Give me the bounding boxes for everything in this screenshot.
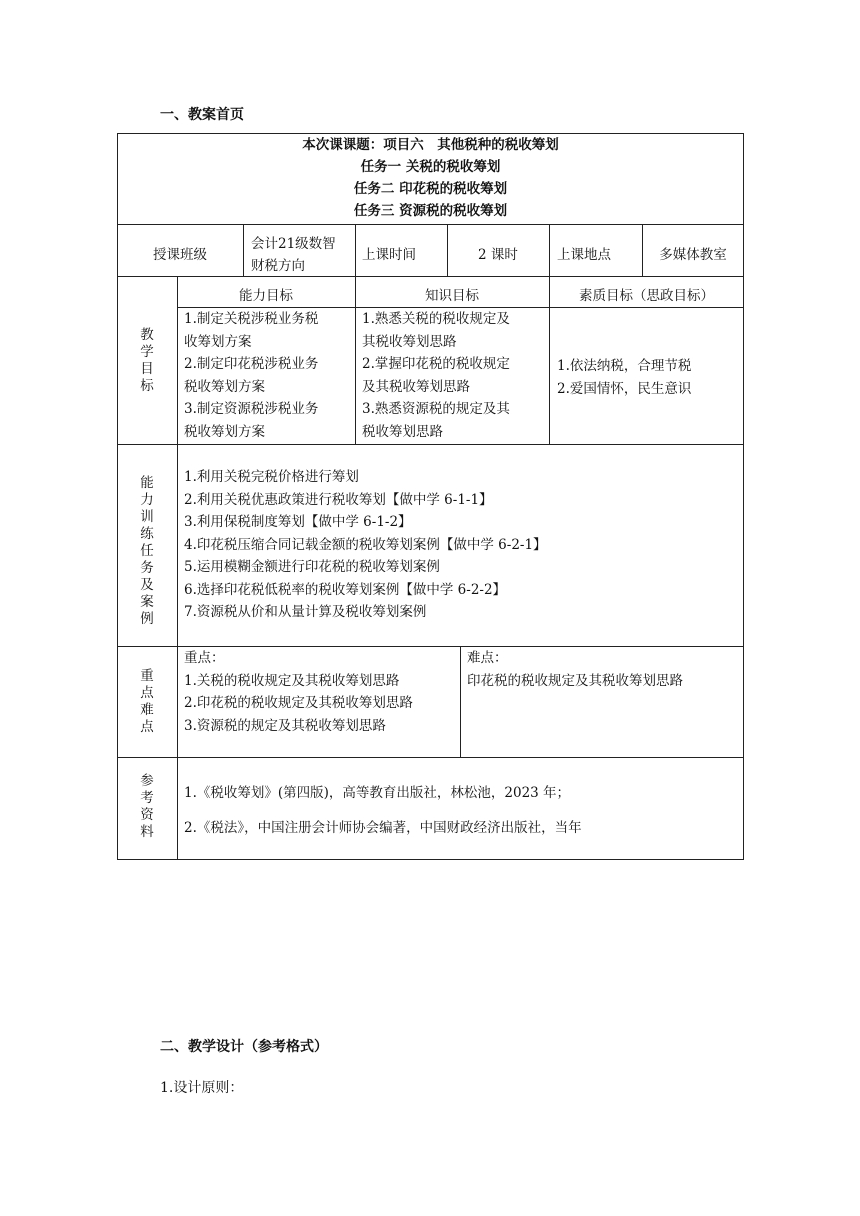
training-item: 3.利用保税制度筹划【做中学 6-1-2】	[184, 514, 412, 530]
training-item: 7.资源税从价和从量计算及税收筹划案例	[184, 604, 427, 620]
class-value-line2: 财税方向	[251, 258, 305, 274]
training-item: 5.运用模糊金额进行印花税的税收筹划案例	[184, 559, 440, 575]
knowledge-header: 知识目标	[425, 288, 479, 304]
ability-line: 3.制定资源税涉税业务	[184, 401, 319, 417]
ability-goals	[184, 308, 318, 443]
goals-side-label: 教学目标	[140, 327, 154, 394]
training-item: 6.选择印花税低税率的税收筹划案例【做中学 6-2-2】	[184, 581, 507, 598]
key-item: 2.印花税的税收规定及其税收筹划思路	[184, 695, 413, 711]
time-value: 2 课时	[478, 247, 518, 263]
quality-line: 1.依法纳税，合理节税	[557, 358, 692, 374]
knowledge-line: 2.掌握印花税的税收规定	[362, 356, 510, 372]
knowledge-line: 及其税收筹划思路	[362, 378, 470, 395]
keypoints-side-label: 重点难点	[140, 668, 154, 735]
training-item: 1.利用关税完税价格进行筹划	[184, 469, 359, 485]
knowledge-goals	[362, 308, 510, 443]
difficult-text: 印花税的税收规定及其税收筹划思路	[467, 672, 683, 689]
key-points	[184, 647, 413, 737]
task-one: 任务一 关税的税收筹划	[360, 159, 501, 175]
training-side-label: 能力训练任务及案例	[140, 475, 154, 627]
class-value-line1: 会计21级数智	[251, 236, 336, 252]
quality-goals	[557, 355, 691, 400]
ability-line: 1.制定关税涉税业务税	[184, 311, 319, 327]
task-two: 任务二 印花税的税收筹划	[353, 181, 508, 197]
time-label: 上课时间	[362, 247, 416, 263]
quality-header: 素质目标（思政目标）	[579, 288, 714, 304]
class-label: 授课班级	[153, 247, 207, 263]
ability-line: 税收筹划方案	[184, 378, 265, 395]
difficult-points	[467, 647, 683, 692]
training-item: 4.印花税压缩合同记载金额的税收筹划案例【做中学 6-2-1】	[184, 536, 547, 553]
training-item: 2.利用关税优惠政策进行税收筹划【做中学 6-1-1】	[184, 491, 493, 508]
ability-line: 税收筹划方案	[184, 423, 265, 440]
knowledge-line: 税收筹划思路	[362, 423, 443, 440]
section-heading: 二、教学设计（参考格式）	[160, 1039, 328, 1055]
section-heading: 一、教案首页	[160, 107, 244, 123]
lesson-topic: 本次课课题：项目六 其他税种的税收筹划	[302, 137, 559, 153]
quality-line: 2.爱国情怀，民生意识	[557, 380, 692, 397]
knowledge-line: 1.熟悉关税的税收规定及	[362, 311, 510, 327]
knowledge-line: 其税收筹划思路	[362, 333, 457, 350]
ability-header: 能力目标	[239, 288, 293, 304]
reference-item: 2.《税法》，中国注册会计师协会编著，中国财政经济出版社，当年	[184, 820, 582, 836]
training-list	[184, 466, 547, 624]
place-value: 多媒体教室	[659, 247, 727, 263]
references-side-label: 参考资料	[140, 773, 154, 840]
ability-line: 2.制定印花税涉税业务	[184, 356, 319, 372]
key-title: 重点：	[184, 650, 225, 666]
key-item: 1.关税的税收规定及其税收筹划思路	[184, 672, 400, 689]
task-three: 任务三 资源税的税收筹划	[353, 203, 508, 219]
difficult-title: 难点：	[467, 650, 508, 666]
design-principle: 1.设计原则：	[160, 1080, 244, 1096]
ability-line: 收筹划方案	[184, 333, 252, 350]
place-label: 上课地点	[557, 247, 611, 263]
key-item: 3.资源税的规定及其税收筹划思路	[184, 717, 386, 734]
reference-item: 1.《税收筹划》(第四版)，高等教育出版社，林松池，2023 年；	[184, 785, 571, 801]
knowledge-line: 3.熟悉资源税的规定及其	[362, 401, 510, 417]
